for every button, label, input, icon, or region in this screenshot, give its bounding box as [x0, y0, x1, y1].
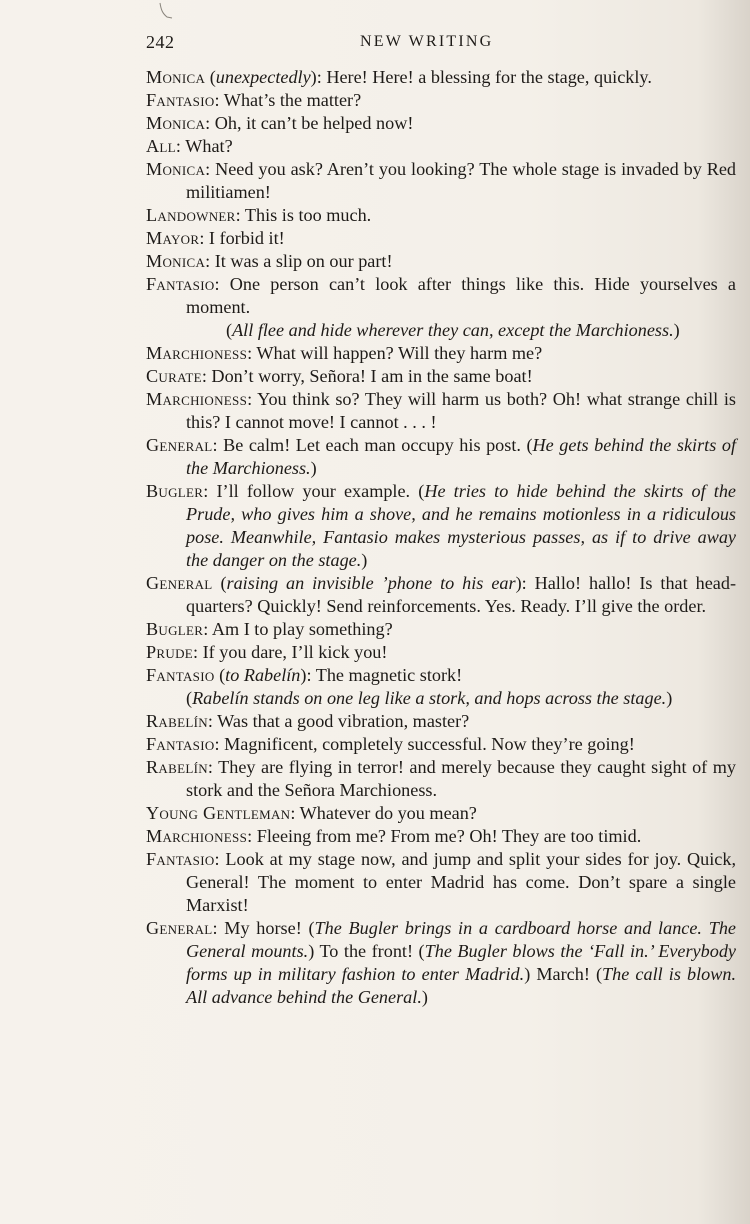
line-text: : Was that a good vibration, master?	[207, 711, 470, 731]
line-text: ): Here! Here! a blessing for the stage, quickly.	[310, 67, 652, 87]
line-text: : Be calm! Let each man occupy his post. (	[212, 435, 533, 455]
line-text: ) To the front! (	[308, 941, 425, 961]
stage-direction-text: Rabelín stands on one leg like a stork, and hops across the stage.	[192, 688, 667, 708]
stage-direction-text: unexpectedly	[215, 67, 311, 87]
dialogue-line	[146, 664, 736, 687]
line-text: : What?	[175, 136, 233, 156]
speaker-name: Fantasio	[146, 849, 215, 869]
line-text: ): The magnetic stork!	[300, 665, 463, 685]
line-text: )	[666, 688, 673, 708]
stage-direction-text: The call is blown. All advance behind the General.	[186, 964, 737, 1007]
dialogue-line	[146, 158, 736, 204]
line-text: : They are flying in terror! and merely because they caught sight of my stork and the Señora Marchioness.	[186, 757, 736, 800]
stage-direction-text: The Bugler brings in a cardboard horse and lance. The General mounts.	[186, 918, 736, 961]
stage-direction-text: raising an invisible ’phone to his ear	[226, 573, 516, 593]
speaker-name: Curate	[146, 366, 202, 386]
line-text: : It was a slip on our part!	[205, 251, 393, 271]
speaker-name: Rabelín	[146, 757, 208, 777]
line-text: : What’s the matter?	[214, 90, 362, 110]
line-text: : One person can’t look after things like this. Hide yourselves a moment.	[186, 274, 736, 317]
running-title: NEW WRITING	[360, 33, 494, 50]
line-text: )	[361, 550, 368, 570]
line-text: : Oh, it can’t be helped now!	[205, 113, 414, 133]
dialogue-line	[146, 112, 736, 135]
dialogue-line	[146, 733, 736, 756]
line-text: : What will happen? Will they harm me?	[247, 343, 543, 363]
speaker-name: Marchioness	[146, 343, 248, 363]
speaker-name: Young Gentleman	[146, 803, 291, 823]
page-number: 242	[146, 32, 175, 52]
dialogue-line	[146, 848, 736, 917]
speaker-name: Monica	[146, 251, 206, 271]
dialogue-line	[146, 388, 736, 434]
speaker-name: Fantasio	[146, 274, 215, 294]
dialogue-line	[146, 365, 736, 388]
speaker-name: Rabelín	[146, 711, 208, 731]
speaker-name: Marchioness	[146, 389, 248, 409]
running-head	[146, 32, 736, 56]
line-text: ): Hallo! hallo! Is that head-quarters? Quickly! Send reinforcements. Yes. Ready. I’ll give the order.	[186, 573, 736, 616]
stage-direction-text: The Bugler blows the ‘Fall in.’ Everybody forms up in military fashion to enter Madrid.	[186, 941, 736, 984]
line-text: )	[421, 987, 428, 1007]
dialogue-line	[146, 135, 736, 158]
line-text: : Whatever do you mean?	[290, 803, 477, 823]
line-text: : Fleeing from me? From me? Oh! They are too timid.	[247, 826, 642, 846]
play-text	[146, 66, 736, 1009]
speaker-name: Bugler	[146, 481, 204, 501]
speaker-name: Prude	[146, 642, 194, 662]
line-text: : Need you ask? Aren’t you looking? The whole stage is invaded by Red militiamen!	[186, 159, 736, 202]
line-text: : This is too much.	[235, 205, 372, 225]
dialogue-line	[146, 89, 736, 112]
pencil-mark-icon	[158, 2, 174, 20]
line-text: (	[212, 573, 227, 593]
stage-direction-text: to Rabelín	[225, 665, 301, 685]
line-text: : Magnificent, completely successful. Now they’re going!	[214, 734, 635, 754]
dialogue-line	[146, 342, 736, 365]
speaker-name: Landowner	[146, 205, 236, 225]
dialogue-line	[146, 618, 736, 641]
speaker-name: General	[146, 573, 213, 593]
speaker-name: Fantasio	[146, 734, 215, 754]
line-text: (	[186, 688, 193, 708]
line-text: : Look at my stage now, and jump and split your sides for joy. Quick, General! The moment to enter Madrid has come. Don’t spare a single Marxist!	[186, 849, 736, 915]
dialogue-line	[146, 66, 736, 89]
stage-direction	[146, 687, 736, 710]
speaker-name: Mayor	[146, 228, 200, 248]
line-text: )	[310, 458, 317, 478]
dialogue-line	[146, 917, 736, 1009]
stage-direction	[146, 319, 736, 342]
dialogue-line	[146, 572, 736, 618]
line-text: : I’ll follow your example. (	[203, 481, 425, 501]
speaker-name: Monica	[146, 67, 206, 87]
dialogue-line	[146, 756, 736, 802]
dialogue-line	[146, 227, 736, 250]
speaker-name: General	[146, 918, 213, 938]
speaker-name: Monica	[146, 113, 206, 133]
dialogue-line	[146, 204, 736, 227]
dialogue-line	[146, 434, 736, 480]
line-text: : You think so? They will harm us both? Oh! what strange chill is this? I cannot move! I cannot . . . !	[186, 389, 736, 432]
dialogue-line	[146, 710, 736, 733]
stage-direction-text: All flee and hide wherever they can, except the Marchioness.	[232, 320, 674, 340]
stage-direction-text: He gets behind the skirts of the Marchioness.	[186, 435, 736, 478]
line-text: )	[673, 320, 680, 340]
line-text: ) March! (	[524, 964, 603, 984]
speaker-name: Bugler	[146, 619, 204, 639]
dialogue-line	[146, 250, 736, 273]
dialogue-line	[146, 480, 736, 572]
stage-direction-text: He tries to hide behind the skirts of the Prude, who gives him a shove, and he remains motionless in a ridiculous pose. Meanwhile, Fantasio makes mysterious passes, as if to drive away the danger on the stage.	[186, 481, 736, 570]
line-text: : My horse! (	[212, 918, 315, 938]
speaker-name: Marchioness	[146, 826, 248, 846]
speaker-name: All	[146, 136, 176, 156]
dialogue-line	[146, 825, 736, 848]
line-text: : If you dare, I’ll kick you!	[193, 642, 388, 662]
dialogue-line	[146, 273, 736, 319]
line-text: (	[205, 67, 216, 87]
dialogue-line	[146, 802, 736, 825]
speaker-name: Monica	[146, 159, 206, 179]
line-text: (	[214, 665, 226, 685]
dialogue-line	[146, 641, 736, 664]
speaker-name: General	[146, 435, 213, 455]
speaker-name: Fantasio	[146, 90, 215, 110]
speaker-name: Fantasio	[146, 665, 215, 685]
line-text: (	[226, 320, 233, 340]
line-text: : Don’t worry, Señora! I am in the same boat!	[201, 366, 533, 386]
line-text: : Am I to play something?	[203, 619, 393, 639]
line-text: : I forbid it!	[199, 228, 285, 248]
